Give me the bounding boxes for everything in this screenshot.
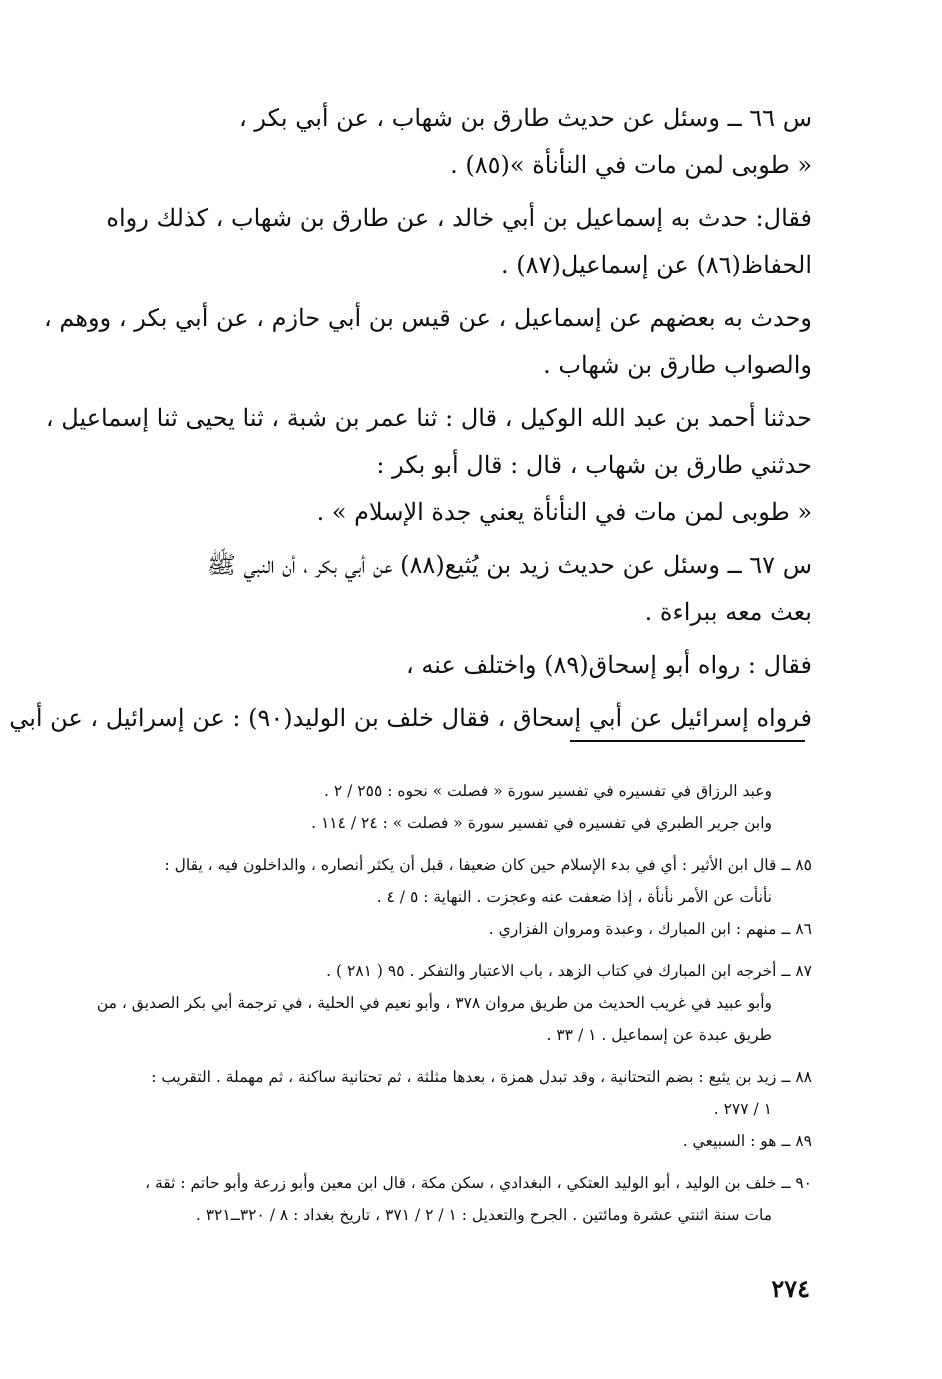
footnote-line: ٨٥ ــ قال ابن الأثير : أي في بدء الإسلام حين كان ضعيفا ، قبل أن يكثر أنصاره ، والداخلون فيه ، يقال : (164, 856, 812, 874)
main-line: وحدث به بعضهم عن إسماعيل ، عن قيس بن أبي حازم ، عن أبي بكر ، ووهم ، (44, 304, 812, 332)
main-line: حدثني طارق بن شهاب ، قال : قال أبو بكر : (376, 451, 812, 479)
main-line: فقال : رواه أبو إسحاق(٨٩) واختلف عنه ، (405, 651, 812, 679)
main-line: س ٦٦ ــ وسئل عن حديث طارق بن شهاب ، عن أبي بكر ، (239, 104, 812, 132)
main-line: فرواه إسرائيل عن أبي إسحاق ، فقال خلف بن الوليد(٩٠) : عن إسرائيل ، عن أبي (9, 704, 812, 732)
footnote-line: ٨٨ ــ زيد بن يثيع : بضم التحتانية ، وقد تبدل همزة ، بعدها مثلثة ، ثم تحتانية ساكنة ، ثم مهملة . التقريب : (151, 1068, 812, 1086)
footnote-line: ٨٩ ــ هو : السبيعي . (682, 1132, 812, 1150)
footnote-line: ٩٠ ــ خلف بن الوليد ، أبو الوليد العتكي ، البغدادي ، سكن مكة ، قال ابن معين وأبو زرعة وأبو حاتم : ثقة ، (145, 1174, 812, 1192)
footnote-line: وابن جرير الطبري في تفسيره في تفسير سورة « فصلت » : ٢٤ / ١١٤ . (311, 814, 772, 832)
footnote-line: ٨٦ ــ منهم : ابن المبارك ، وعبدة ومروان الفزاري . (488, 920, 812, 938)
main-line: « طوبى لمن مات في النأنأة يعني جدة الإسلام » . (316, 498, 812, 526)
footnote-line: وعبد الرزاق في تفسيره في تفسير سورة « فصلت » نحوه : ٢٥٥ / ٢ . (324, 782, 772, 800)
main-line: والصواب طارق بن شهاب . (543, 351, 812, 379)
footnotes (96, 775, 812, 1231)
footnote-line: ١ / ٢٧٧ . (713, 1100, 772, 1118)
footnote-line: ٨٧ ــ أخرجه ابن المبارك في كتاب الزهد ، باب الاعتبار والتفكر . ٩٥ ( ٢٨١ ) . (326, 962, 812, 980)
footnote-line: نأنأت عن الأمر نأنأة ، إذا ضعفت عنه وعجزت . النهاية : ٥ / ٤ . (376, 888, 772, 906)
footnote-line: مات سنة اثنتي عشرة ومائتين . الجرح والتعديل : ١ / ٢ / ٣٧١ ، تاريخ بغداد : ٨ / ٣٢٠ــ٣٢١ . (195, 1206, 772, 1224)
main-line: بعث معه ببراءة . (644, 598, 812, 626)
main-line: « طوبى لمن مات في النأنأة »(٨٥) . (450, 151, 812, 179)
main-line: حدثنا أحمد بن عبد الله الوكيل ، قال : ثنا عمر بن شبة ، ثنا يحيى ثنا إسماعيل ، (45, 404, 812, 432)
main-line: فقال: حدث به إسماعيل بن أبي خالد ، عن طارق بن شهاب ، كذلك رواه (106, 204, 812, 232)
page-number: ٢٧٤ (771, 1274, 810, 1303)
main-text (9, 95, 812, 742)
main-line: س ٦٧ ــ وسئل عن حديث زيد بن يُثيع(٨٨) عن أبي بكر ، أن النبي ﷺ (206, 551, 812, 579)
main-line: الحفاظ(٨٦) عن إسماعيل(٨٧) . (501, 251, 812, 279)
footnote-line: طريق عبدة عن إسماعيل . ١ / ٣٣ . (546, 1026, 772, 1044)
footnote-separator (570, 740, 805, 742)
footnote-line: وأبو عبيد في غريب الحديث من طريق مروان ٣٧٨ ، وأبو نعيم في الحلية ، في ترجمة أبي بكر الصديق ، من (96, 994, 772, 1012)
